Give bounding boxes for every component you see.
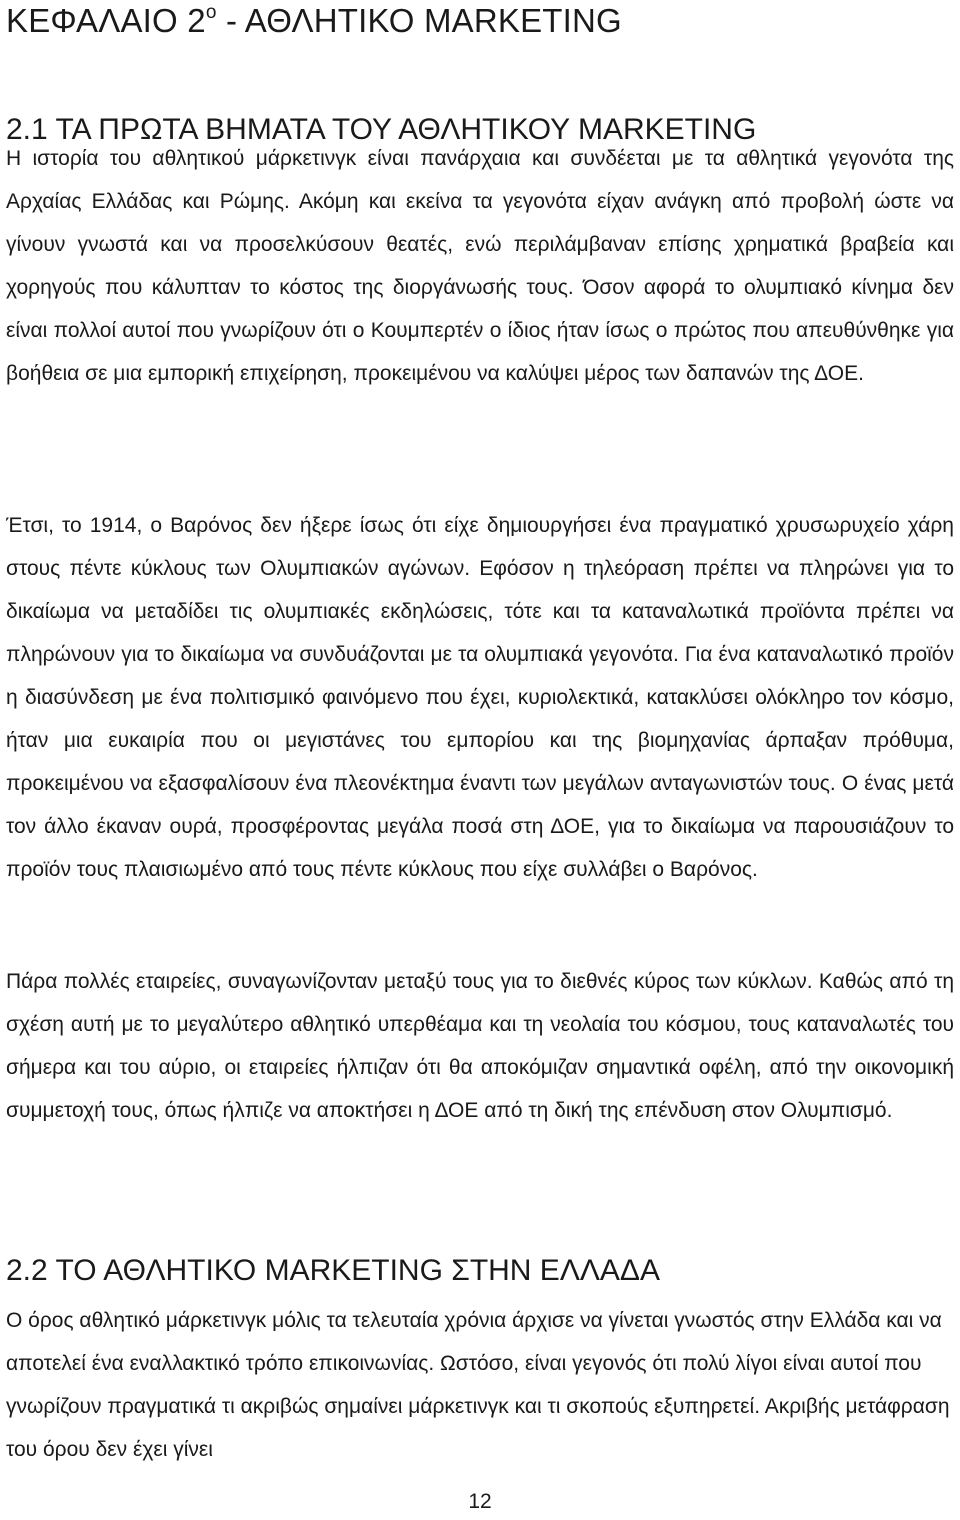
paragraph: Η ιστορία του αθλητικού μάρκετινγκ είναι πανάρχαια και συνδέεται με τα αθλητικά γεγονότα της Αρχαίας Ελλάδας και Ρώμης. Ακόμη και εκείνα τα γεγονότα είχαν ανάγκη από προβολή ώστε να γίνουν γνωστά και να προσελκύσουν θεατές, ενώ περιλάμβαναν επίσης χρηματικά βραβεία και χορηγούς που κάλυπταν το κόστος της διοργάνωσής τους. Όσον αφορά το ολυμπιακό κίνημα δεν είναι πολλοί αυτοί που γνωρίζουν ότι ο Κουμπερτέν ο ίδιος ήταν ίσως ο πρώτος που απευθύνθηκε για βοήθεια σε μια εμπορική επιχείρηση, προκειμένου να καλύψει μέρος των δαπανών της ΔΟΕ. [6,147,954,385]
section-heading-2-2: 2.2 ΤΟ ΑΘΛΗΤΙΚΟ MARKETING ΣΤΗΝ ΕΛΛΑΔΑ [6,1254,660,1287]
section-heading-2-1: 2.1 ΤΑ ΠΡΩΤΑ ΒΗΜΑΤΑ ΤΟΥ ΑΘΛΗΤΙΚΟΥ MARKETING [6,113,757,146]
page-number: 12 [468,1490,492,1513]
chapter-title-superscript: ο [205,2,217,23]
chapter-title-suffix: - ΑΘΛΗΤΙΚΟ MARKETING [216,2,622,39]
paragraph: Πάρα πολλές εταιρείες, συναγωνίζονταν μεταξύ τους για το διεθνές κύρος των κύκλων. Καθώς από τη σχέση αυτή με το μεγαλύτερο αθλητικό υπερθέαμα και τη νεολαία του κόσμου, τους καταναλωτές του σήμερα και του αύριο, οι εταιρείες ήλπιζαν ότι θα αποκόμιζαν σημαντικά οφέλη, από την οικονομική συμμετοχή τους, όπως ήλπιζε να αποκτήσει η ΔΟΕ από τη δική της επένδυση στον Ολυμπισμό. [6,970,954,1122]
chapter-title-prefix: ΚΕΦΑΛΑΙΟ 2 [6,2,206,39]
paragraph: Έτσι, το 1914, ο Βαρόνος δεν ήξερε ίσως ότι είχε δημιουργήσει ένα πραγματικό χρυσωρυχείο χάρη στους πέντε κύκλους των Ολυμπιακών αγώνων. Εφόσον η τηλεόραση πρέπει να πληρώνει για το δικαίωμα να μεταδίδει τις ολυμπιακές εκδηλώσεις, τότε και τα καταναλωτικά προϊόντα πρέπει να πληρώνουν για το δικαίωμα να συνδυάζονται με τα ολυμπιακά γεγονότα. Για ένα καταναλωτικό προϊόν η διασύνδεση με ένα πολιτισμικό φαινόμενο που έχει, κυριολεκτικά, κατακλύσει ολόκληρο τον κόσμο, ήταν μια ευκαιρία που οι μεγιστάνες του εμπορίου και της βιομηχανίας άρπαξαν πρόθυμα, προκειμένου να εξασφαλίσουν ένα πλεονέκτημα έναντι των μεγάλων ανταγωνιστών τους. Ο ένας μετά τον άλλο έκαναν ουρά, προσφέροντας μεγάλα ποσά στη ΔΟΕ, για το δικαίωμα να παρουσιάζουν το προϊόν τους πλαισιωμένο από τους πέντε κύκλους που είχε συλλάβει ο Βαρόνος. [6,514,954,881]
chapter-title [6,2,622,40]
paragraph: Ο όρος αθλητικό μάρκετινγκ μόλις τα τελευταία χρόνια άρχισε να γίνεται γνωστός στην Ελλάδα και να αποτελεί ένα εναλλακτικό τρόπο επικοινωνίας. Ωστόσο, είναι γεγονός ότι πολύ λίγοι είναι αυτοί που γνωρίζουν πραγματικά τι ακριβώς σημαίνει μάρκετινγκ και τι σκοπούς εξυπηρετεί. Ακριβής μετάφραση του όρου δεν έχει γίνει [6,1309,950,1461]
document-page [6,0,954,1520]
